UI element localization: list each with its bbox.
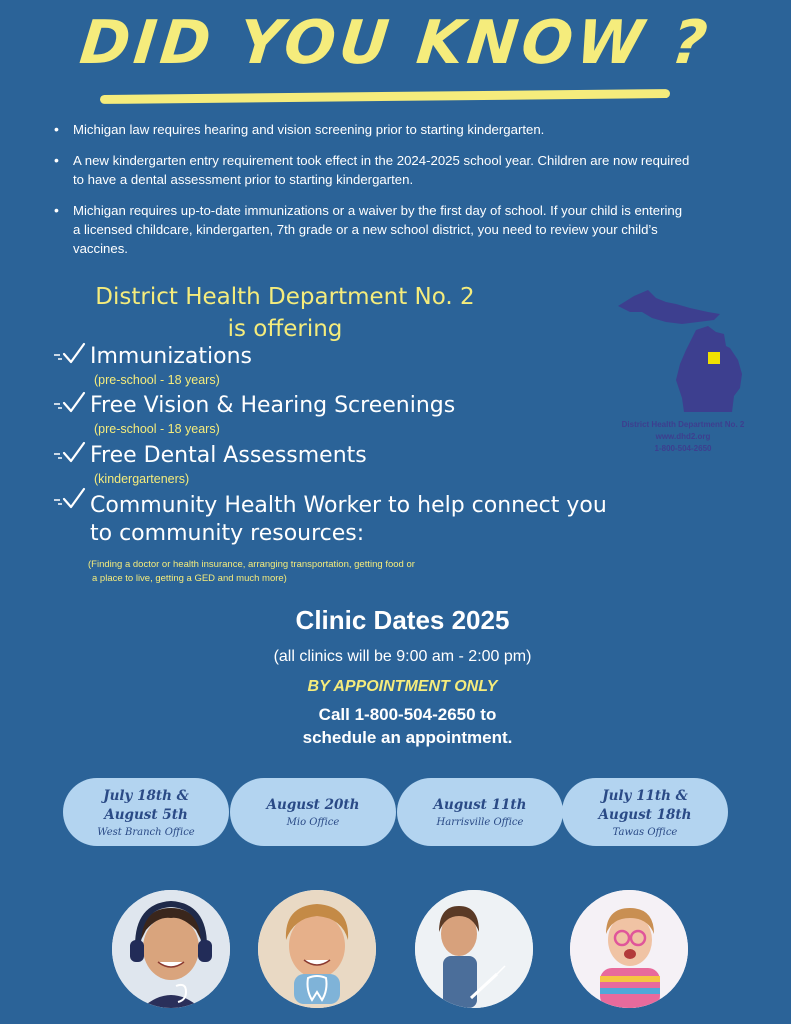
clinic-west-branch	[63, 778, 229, 846]
fact-hearing-vision: • Michigan law requires hearing and vision screening prior to starting kindergarten.	[52, 120, 692, 139]
photo-vision-girl	[570, 890, 688, 1008]
map-caption	[598, 419, 768, 455]
clinic-mio	[230, 778, 396, 846]
clinic-date-line2: August 18th	[598, 806, 692, 823]
offer-vision-hearing-detail: (pre-school - 18 years)	[94, 422, 220, 436]
facts-list	[52, 120, 692, 270]
offer-immunizations-label: Immunizations	[90, 344, 252, 369]
clinic-office: West Branch Office	[97, 826, 195, 838]
note-line1: (Finding a doctor or health insurance, arranging transportation, getting food or	[88, 559, 415, 570]
clinic-tawas	[562, 778, 728, 846]
appointment-only: BY APPOINTMENT ONLY	[307, 678, 498, 695]
glasses-icon	[570, 890, 688, 1008]
michigan-map-icon	[612, 288, 746, 416]
offering-heading-line2: is offering	[227, 316, 343, 342]
clinic-date-line1: July 11th &	[602, 787, 688, 804]
fact-dental: • A new kindergarten entry requirement took effect in the 2024-2025 school year. Children are now required to have a dental assessment prior to starting kindergarten.	[52, 151, 692, 189]
map-phone: 1-800-504-2650	[654, 444, 712, 453]
photo-hearing-girl	[112, 890, 230, 1008]
clinic-title: Clinic Dates 2025	[295, 605, 510, 635]
offer-immunizations-detail: (pre-school - 18 years)	[94, 373, 220, 387]
fact-immunizations: • Michigan requires up-to-date immunizations or a waiver by the first day of school. If your child is entering a licensed childcare, kindergarten, 7th grade or a new school district, you need to review your child’s vaccines.	[52, 201, 692, 258]
clinic-date-line1: July 18th &	[103, 787, 189, 804]
checkmark-icon	[52, 390, 86, 416]
clinic-office: Harrisville Office	[436, 817, 524, 828]
offer-dental-detail: (kindergarteners)	[94, 472, 190, 486]
syringe-icon	[415, 890, 533, 1008]
offer-chw-line1: Community Health Worker to help connect you	[90, 493, 607, 518]
note-line2: a place to live, getting a GED and much more)	[92, 573, 287, 584]
photo-dental-boy	[258, 890, 376, 1008]
photo-vaccine-girl	[415, 890, 533, 1008]
offer-chw-line2: to community resources:	[90, 521, 365, 546]
call-line2: schedule an appointment.	[302, 728, 513, 747]
checkmark-icon	[52, 486, 86, 512]
ear-icon	[112, 890, 230, 1008]
tooth-icon	[258, 890, 376, 1008]
map-org-name: District Health Department No. 2	[621, 420, 745, 429]
clinic-harrisville	[397, 778, 563, 846]
offer-dental-label: Free Dental Assessments	[90, 443, 367, 468]
community-resources-note	[88, 558, 508, 586]
call-line1: Call 1-800-504-2650 to	[318, 705, 497, 724]
offer-vision-hearing-label: Free Vision & Hearing Screenings	[90, 393, 456, 418]
clinic-office: Mio Office	[286, 817, 340, 828]
title-underline	[100, 89, 670, 104]
call-to-schedule	[0, 703, 791, 749]
checkmark-icon	[52, 341, 86, 367]
clinic-date-line1: August 20th	[266, 797, 360, 813]
clinic-date-line1: August 11th	[433, 797, 527, 813]
offering-heading	[70, 282, 500, 344]
clinic-office: Tawas Office	[612, 826, 678, 838]
clinic-hours: (all clinics will be 9:00 am - 2:00 pm)	[273, 648, 532, 665]
offering-heading-line1: District Health Department No. 2	[95, 284, 475, 310]
clinic-date-line2: August 5th	[104, 806, 188, 823]
map-website: www.dhd2.org	[655, 432, 711, 441]
page-title: DID YOU KNOW ?	[76, 8, 715, 78]
checkmark-icon	[52, 440, 86, 466]
